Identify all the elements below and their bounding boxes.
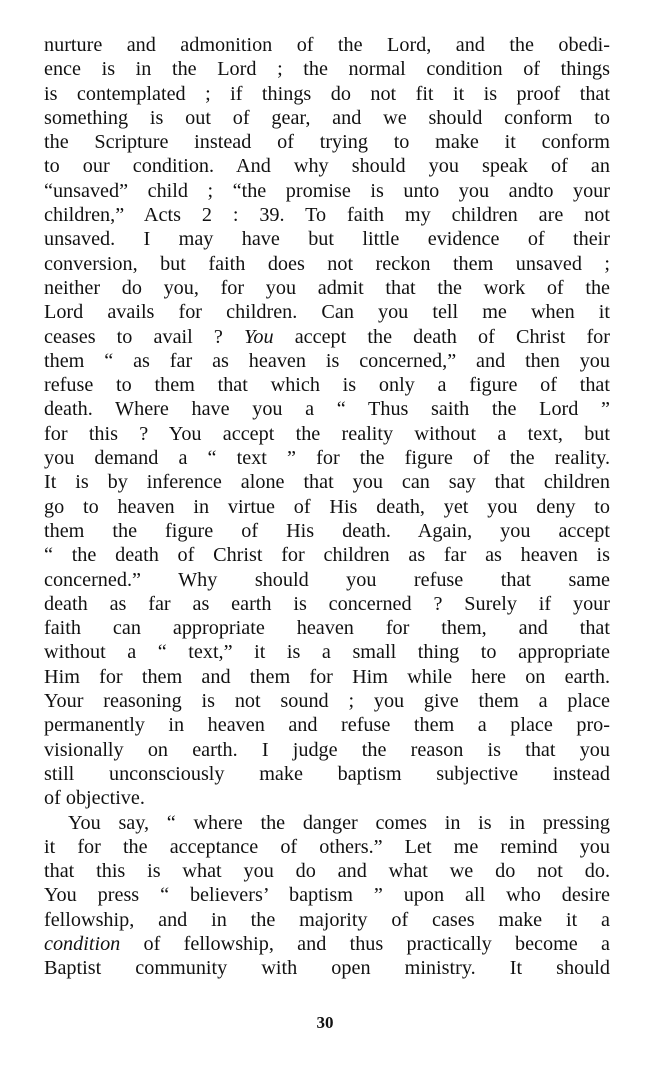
text-line (44, 300, 610, 324)
text-line (44, 252, 610, 276)
text-line (44, 397, 610, 421)
text-run: for this ? You accept the reality without a text, but (44, 422, 610, 445)
text-run: “unsaved” child ; “the promise is unto you andto your (44, 179, 610, 202)
text-line (44, 543, 610, 567)
text-run: go to heaven in virtue of His death, yet you deny to (44, 495, 610, 518)
text-run: accept the death of Christ for (273, 325, 611, 348)
text-run: something is out of gear, and we should conform to (44, 106, 610, 129)
text-run: You press “ believers’ baptism ” upon all who desire (44, 884, 610, 907)
page-number: 30 (316, 1013, 334, 1032)
text-line (44, 130, 610, 154)
text-run: the Scripture instead of trying to make it conform (44, 131, 610, 154)
text-run: children,” Acts 2 : 39. To faith my children are not (44, 204, 610, 227)
text-run: of objective. (44, 787, 145, 810)
text-run: You say, “ where the danger comes in is in pressing (68, 811, 610, 834)
text-run: concerned.” Why should you refuse that same (44, 568, 610, 591)
text-line (44, 203, 610, 227)
text-line (44, 325, 610, 349)
text-run: “ the death of Christ for children as far as heaven is (44, 544, 610, 567)
italic-text: You (244, 325, 274, 348)
text-line (44, 956, 610, 980)
text-run: Your reasoning is not sound ; you give them a place (44, 690, 610, 713)
text-line (44, 616, 610, 640)
text-line (44, 373, 610, 397)
text-line (44, 786, 610, 810)
text-line (44, 640, 610, 664)
italic-text: condition (44, 932, 121, 955)
text-run: without a “ text,” it is a small thing to appropriate (44, 641, 610, 664)
text-run: neither do you, for you admit that the work of the (44, 276, 610, 299)
text-line (44, 495, 610, 519)
text-run: unsaved. I may have but little evidence of their (44, 228, 610, 251)
text-line (44, 908, 610, 932)
text-line (44, 179, 610, 203)
text-line (44, 713, 610, 737)
text-run: to our condition. And why should you speak of an (44, 155, 610, 178)
text-run: of fellowship, and thus practically become a (120, 932, 610, 955)
text-line (44, 106, 610, 130)
text-line (44, 82, 610, 106)
text-run: you demand a “ text ” for the figure of the reality. (44, 447, 610, 470)
body-text (44, 33, 610, 981)
text-line (44, 349, 610, 373)
text-line (44, 422, 610, 446)
text-line (44, 689, 610, 713)
text-line (44, 470, 610, 494)
text-line (44, 568, 610, 592)
text-line (44, 738, 610, 762)
text-line (44, 811, 610, 835)
text-run: death as far as earth is concerned ? Surely if your (44, 592, 610, 615)
text-run: faith can appropriate heaven for them, and that (44, 617, 610, 640)
text-line (44, 835, 610, 859)
text-line (44, 519, 610, 543)
text-line (44, 446, 610, 470)
text-line (44, 33, 610, 57)
text-line (44, 592, 610, 616)
text-run: refuse to them that which is only a figure of that (44, 374, 610, 397)
text-run: It is by inference alone that you can say that children (44, 471, 610, 494)
text-line (44, 665, 610, 689)
text-run: visionally on earth. I judge the reason is that you (44, 738, 610, 761)
text-run: nurture and admonition of the Lord, and the obedi- (44, 34, 610, 56)
text-line (44, 276, 610, 300)
text-run: fellowship, and in the majority of cases make it a (44, 908, 610, 931)
text-run: it for the acceptance of others.” Let me remind you (44, 835, 610, 858)
text-run: death. Where have you a “ Thus saith the Lord ” (44, 398, 610, 421)
text-line (44, 57, 610, 81)
text-run: them “ as far as heaven is concerned,” and then you (44, 349, 610, 372)
text-run: Lord avails for children. Can you tell me when it (44, 301, 610, 324)
text-run: ceases to avail ? (44, 325, 244, 348)
text-run: permanently in heaven and refuse them a place pro- (44, 714, 610, 737)
text-line (44, 227, 610, 251)
text-run: them the figure of His death. Again, you accept (44, 519, 610, 542)
text-run: ence is in the Lord ; the normal condition of things (44, 58, 610, 81)
text-line (44, 932, 610, 956)
text-line (44, 762, 610, 786)
text-run: that this is what you do and what we do not do. (44, 860, 610, 883)
text-run: Baptist community with open ministry. It should (44, 957, 610, 980)
text-line (44, 859, 610, 883)
text-run: Him for them and them for Him while here on earth. (44, 665, 610, 688)
text-run: still unconsciously make baptism subjective instead (44, 762, 610, 785)
text-run: conversion, but faith does not reckon them unsaved ; (44, 252, 610, 275)
text-line (44, 883, 610, 907)
text-run: is contemplated ; if things do not fit it is proof that (44, 82, 610, 105)
text-line (44, 154, 610, 178)
